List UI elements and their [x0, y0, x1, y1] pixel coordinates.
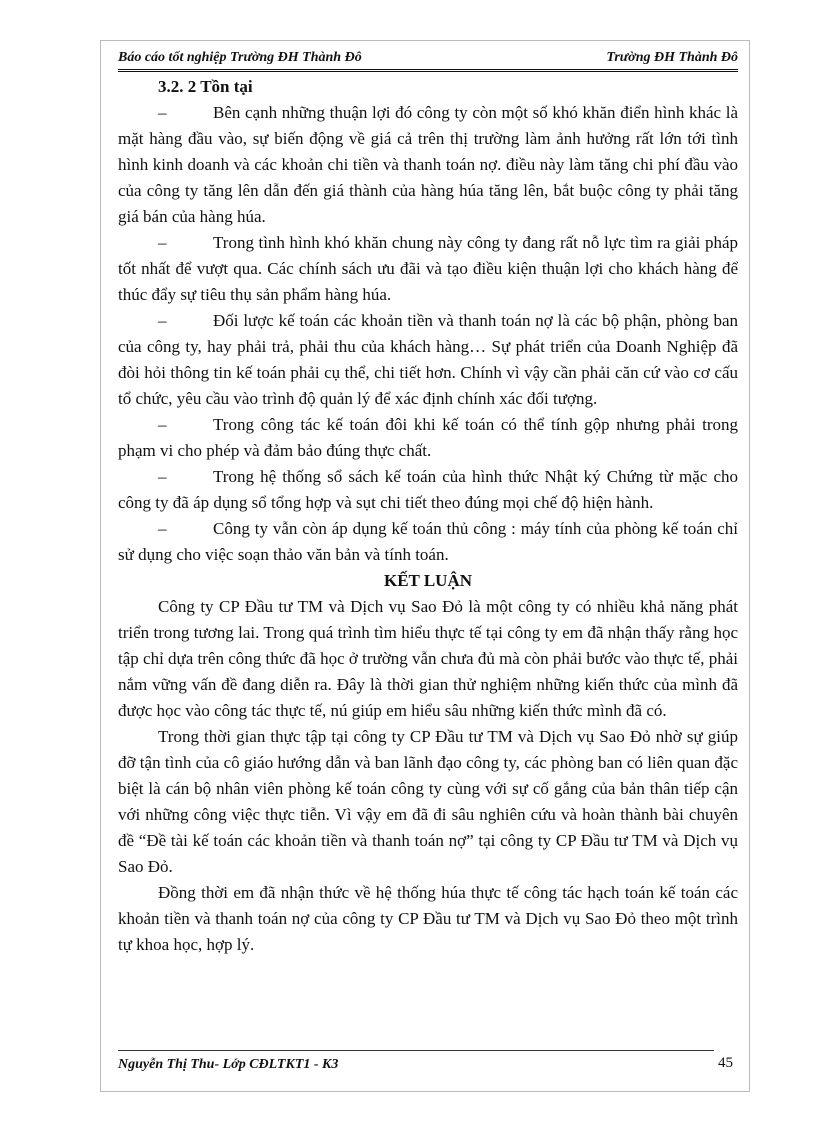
- bullet-text: Đối lược kế toán các khoản tiền và thanh toán nợ là các bộ phận, phòng ban của công ty, hay phải trả, phải thu của khách hàng… Sự phát triển của Doanh Nghiệp đã đòi hỏi thông tin kế toán phải cụ thể, chi tiết hơn. Chính vì vậy cần phải căn cứ vào cơ cấu tổ chức, yêu cầu vào trình độ quản lý để xác định chính xác đối tượng.: [118, 311, 738, 408]
- bullet-item: [118, 100, 738, 230]
- page-number: 45: [718, 1055, 733, 1071]
- conclusion-paragraph: Đồng thời em đã nhận thức về hệ thống húa thực tế công tác hạch toán kế toán các khoản tiền và thanh toán nợ của công ty CP Đầu tư TM và Dịch vụ Sao Đỏ theo một trình tự khoa học, hợp lý.: [118, 883, 738, 954]
- footer-author: Nguyễn Thị Thu- Lớp CĐLTKT1 - K3: [118, 1057, 339, 1072]
- dash-marker: –: [158, 519, 167, 538]
- bullet-item: [118, 464, 738, 516]
- dash-marker: –: [158, 311, 167, 330]
- bullet-text: Trong tình hình khó khăn chung này công ty đang rất nỗ lực tìm ra giải pháp tốt nhất để vượt qua. Các chính sách ưu đãi và tạo điều kiện thuận lợi cho khách hàng để thúc đẩy sự tiêu thụ sản phẩm hàng húa.: [118, 233, 738, 304]
- footer-divider: [118, 1050, 714, 1051]
- conclusion-paragraph: Công ty CP Đầu tư TM và Dịch vụ Sao Đỏ là một công ty có nhiều khả năng phát triển trong tương lai. Trong quá trình tìm hiểu thực tế tại công ty em đã nhận thấy rằng học tập chỉ dựa trên công thức đã học ở trường vẫn chưa đủ mà còn phải bước vào thực tế, phải nắm vững vấn đề đang diễn ra. Đây là thời gian thử nghiệm những kiến thức của mình đã được học vào công tác thực tế, nú giúp em hiểu sâu những kiến thức mình đã có.: [118, 597, 738, 720]
- page-header: [118, 50, 738, 70]
- bullet-item: [118, 516, 738, 568]
- bullet-text: Trong công tác kế toán đôi khi kế toán có thể tính gộp nhưng phải trong phạm vi cho phép và đảm bảo đúng thực chất.: [118, 415, 738, 460]
- header-left-text: Báo cáo tốt nghiệp Trường ĐH Thành Đô: [118, 50, 362, 65]
- section-title: 3.2. 2 Tồn tại: [158, 77, 253, 96]
- dash-marker: –: [158, 103, 167, 122]
- bullet-item: [118, 230, 738, 308]
- header-divider: [118, 69, 738, 72]
- dash-marker: –: [158, 467, 167, 486]
- conclusion-title: KẾT LUẬN: [383, 571, 472, 590]
- bullet-text: Công ty vẫn còn áp dụng kế toán thủ công : máy tính của phòng kế toán chỉ sử dụng cho việc soạn thảo văn bản và tính toán.: [118, 519, 738, 564]
- conclusion-paragraph: Trong thời gian thực tập tại công ty CP Đầu tư TM và Dịch vụ Sao Đỏ nhờ sự giúp đỡ tận tình của cô giáo hướng dẫn và ban lãnh đạo công ty, các phòng ban có liên quan đặc biệt là cán bộ nhân viên phòng kế toán công ty cùng với sự cố gắng của bản thân tiếp cận với những công việc thực tiễn. Vì vậy em đã đi sâu nghiên cứu và hoàn thành bài chuyên đề “Đề tài kế toán các khoản tiền và thanh toán nợ” tại công ty CP Đầu tư TM và Dịch vụ Sao Đỏ.: [118, 727, 738, 876]
- bullet-item: [118, 308, 738, 412]
- header-right-text: Trường ĐH Thành Đô: [606, 50, 738, 65]
- dash-marker: –: [158, 233, 167, 252]
- dash-marker: –: [158, 415, 167, 434]
- page-body: [118, 74, 738, 958]
- bullet-item: [118, 412, 738, 464]
- bullet-text: Trong hệ thống sổ sách kế toán của hình thức Nhật ký Chứng từ mặc cho công ty đã áp dụng sổ tổng hợp và sụt chi tiết theo đúng mọi chế độ hiện hành.: [118, 467, 738, 512]
- bullet-text: Bên cạnh những thuận lợi đó công ty còn một số khó khăn điển hình khác là mặt hàng đầu vào, sự biến động về giá cả trên thị trường làm ảnh hưởng rất lớn tới tình hình kinh doanh và các khoản chi tiền và thanh toán nợ. điều này làm tăng chi phí đầu vào của công ty tăng lên dẫn đến giá thành của hàng húa tăng lên, bắt buộc công ty phải tăng giá bán của hàng húa.: [118, 103, 738, 226]
